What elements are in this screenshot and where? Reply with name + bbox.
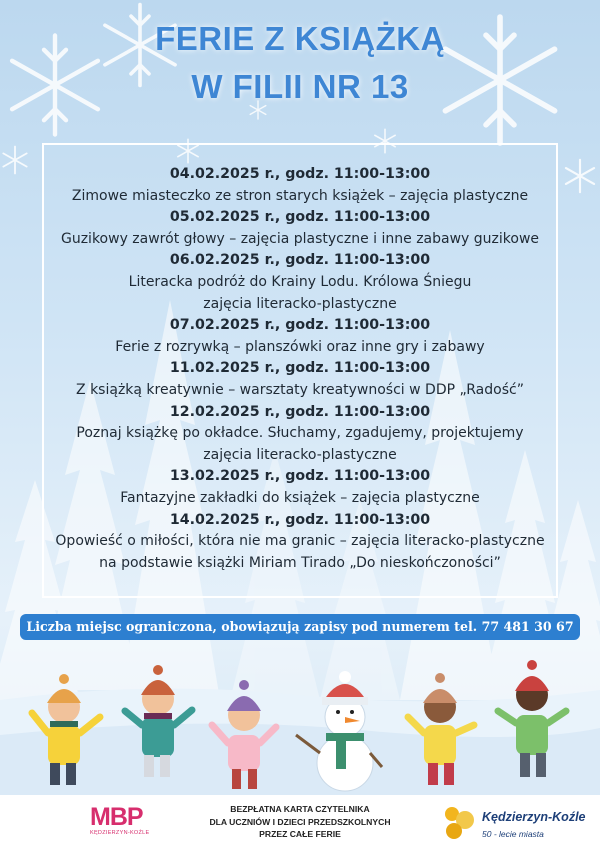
event-description: Poznaj książkę po okładce. Słuchamy, zgadujemy, projektujemy bbox=[76, 425, 524, 442]
event-description: Fantazyjne zakładki do książek – zajęcia plastyczne bbox=[120, 489, 480, 506]
snowman bbox=[296, 671, 382, 791]
event-description: Ferie z rozrywką – planszówki oraz inne gry i zabawy bbox=[115, 338, 485, 355]
event-description: Opowieść o miłości, która nie ma granic – zajęcia literacko-plastyczne bbox=[55, 533, 545, 550]
event-date: 12.02.2025 r., godz. 11:00-13:00 bbox=[169, 403, 431, 420]
event-description: zajęcia literacko-plastyczne bbox=[203, 295, 397, 312]
mbp-logo-text: MBP bbox=[90, 803, 143, 831]
city-logo-icon bbox=[440, 802, 480, 842]
event-date: 11.02.2025 r., godz. 11:00-13:00 bbox=[169, 360, 431, 377]
card-notice-line: DLA UCZNIÓW I DZIECI PRZEDSZKOLNYCH bbox=[209, 816, 391, 827]
event-description: zajęcia literacko-plastyczne bbox=[203, 446, 397, 463]
child-figure bbox=[408, 673, 474, 785]
registration-info-bar: Liczba miejsc ograniczona, obowiązują zapisy pod numerem tel. 77 481 30 67 bbox=[20, 614, 580, 640]
child-figure bbox=[32, 674, 100, 785]
poster-title-line2: W FILII NR 13 bbox=[191, 68, 409, 105]
free-library-card-notice bbox=[180, 803, 420, 841]
city-logo bbox=[440, 802, 590, 844]
event-date: 05.02.2025 r., godz. 11:00-13:00 bbox=[169, 209, 431, 226]
event-description: Guzikowy zawrót głowy – zajęcia plastyczne i inne zabawy guzikowe bbox=[60, 230, 540, 247]
poster-title-line1: FERIE Z KSIĄŻKĄ bbox=[155, 20, 445, 57]
mbp-logo bbox=[90, 805, 150, 843]
event-date: 06.02.2025 r., godz. 11:00-13:00 bbox=[169, 252, 431, 269]
city-name: Kędzierzyn-Koźle bbox=[482, 810, 586, 824]
schedule-list bbox=[0, 164, 600, 574]
mbp-logo-subtitle: KĘDZIERZYN-KOŹLE bbox=[90, 830, 150, 836]
event-date: 13.02.2025 r., godz. 11:00-13:00 bbox=[169, 468, 431, 485]
event-date: 07.02.2025 r., godz. 11:00-13:00 bbox=[169, 317, 431, 334]
card-notice-line: BEZPŁATNA KARTA CZYTELNIKA bbox=[230, 804, 370, 814]
event-date: 14.02.2025 r., godz. 11:00-13:00 bbox=[169, 511, 431, 528]
card-notice-line: PRZEZ CAŁE FERIE bbox=[259, 829, 341, 839]
child-figure bbox=[212, 680, 276, 789]
city-anniversary: 50 - lecie miasta bbox=[482, 829, 544, 839]
child-figure bbox=[498, 660, 566, 777]
event-description: Z książką kreatywnie – warsztaty kreatywności w DDP „Radość” bbox=[76, 381, 524, 398]
child-figure bbox=[125, 665, 192, 777]
event-description: Zimowe miasteczko ze stron starych książek – zajęcia plastyczne bbox=[71, 187, 529, 204]
event-date: 04.02.2025 r., godz. 11:00-13:00 bbox=[169, 166, 431, 182]
children-illustration bbox=[0, 655, 600, 795]
event-description: Literacka podróż do Krainy Lodu. Królowa Śniegu bbox=[128, 273, 472, 290]
event-description: na podstawie książki Miriam Tirado „Do nieskończoności” bbox=[99, 554, 501, 571]
